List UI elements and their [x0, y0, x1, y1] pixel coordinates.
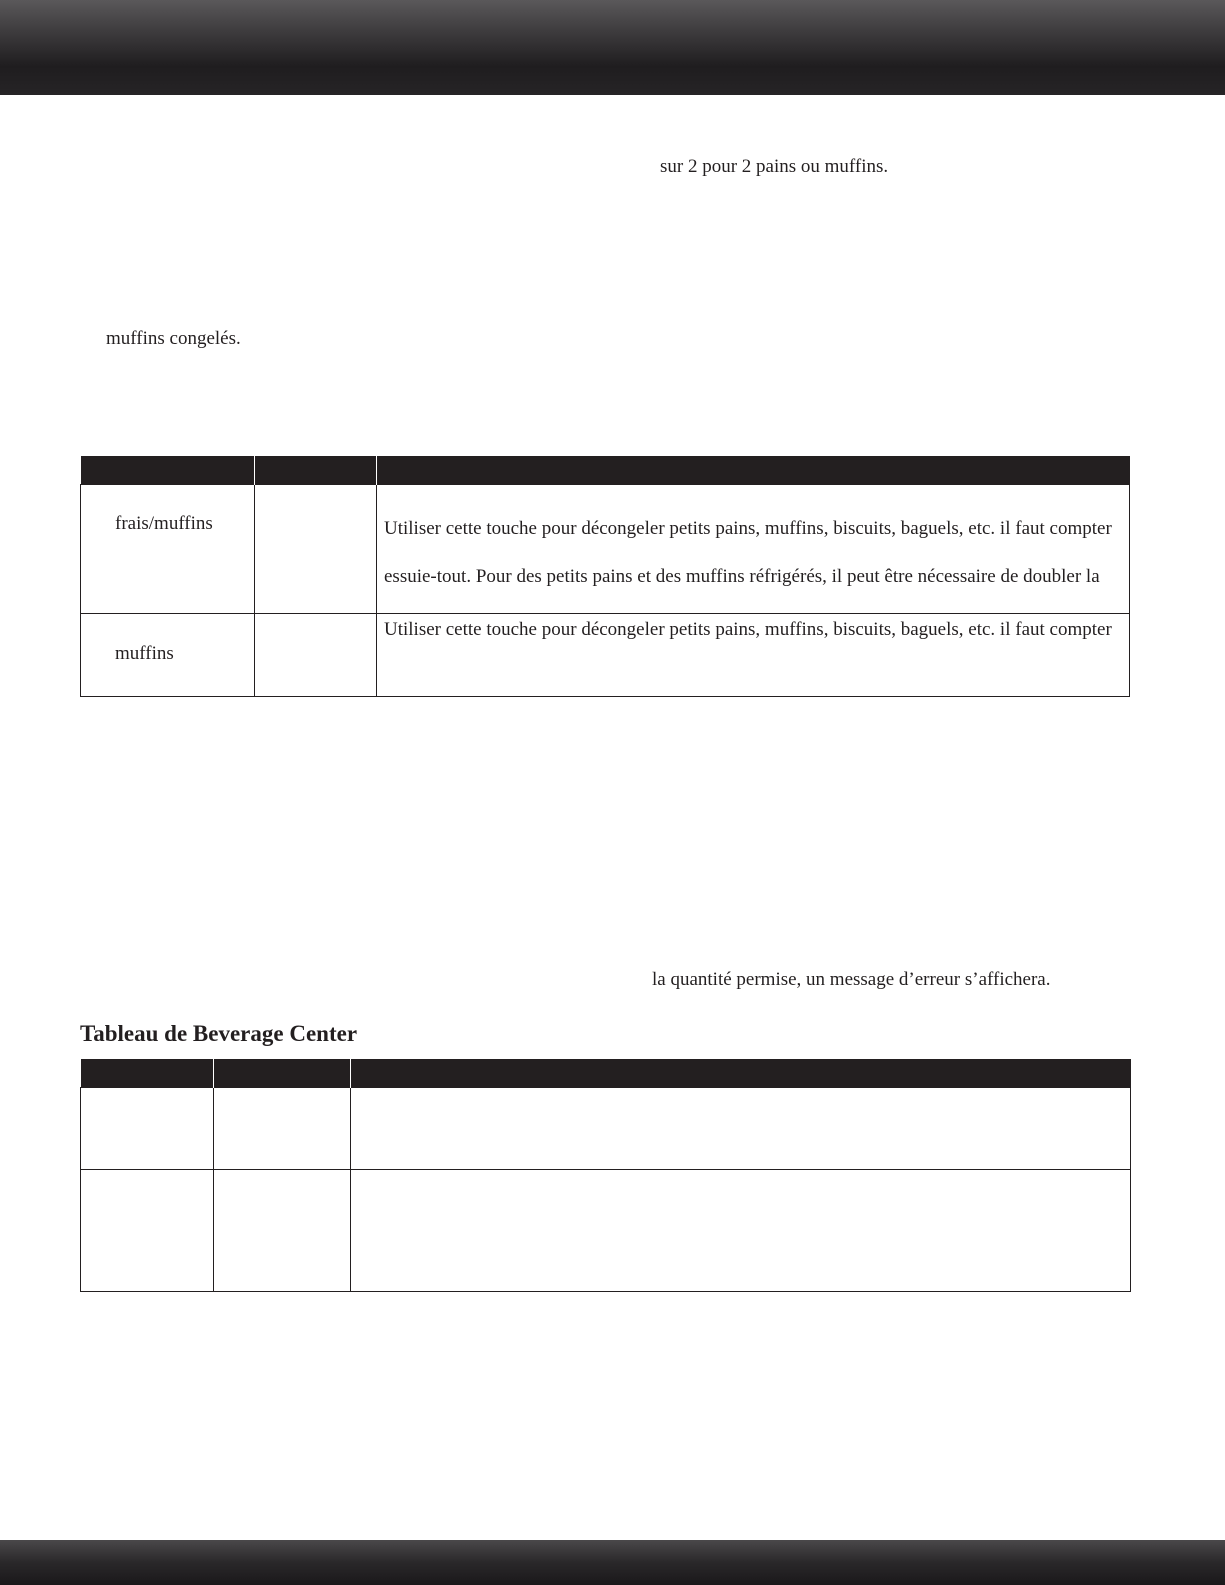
table-row	[81, 614, 1130, 697]
table-cell	[214, 1170, 351, 1292]
table-cell	[377, 614, 1130, 697]
table-cell	[81, 485, 255, 614]
row-description-line: Utiliser cette touche pour décongeler petits pains, muffins, biscuits, baguels, etc. il faut compter	[384, 619, 1112, 640]
table-row	[81, 485, 1130, 614]
row-label: frais/muffins	[115, 513, 213, 534]
table-cell	[81, 1088, 214, 1170]
table-beverage-center	[80, 1059, 1131, 1292]
section-title-beverage-center: Tableau de Beverage Center	[80, 1021, 358, 1046]
row-description-line: Utiliser cette touche pour décongeler petits pains, muffins, biscuits, baguels, etc. il faut compter	[384, 518, 1112, 539]
table-cell	[81, 614, 255, 697]
row-description-line: essuie-tout. Pour des petits pains et des muffins réfrigérés, il peut être nécessaire de doubler la	[384, 566, 1100, 587]
table-cell	[214, 1088, 351, 1170]
table-header-cell	[81, 456, 255, 485]
table-header-cell	[81, 1059, 214, 1088]
table-header-cell	[214, 1059, 351, 1088]
table-header-row	[81, 456, 1130, 485]
table-cell	[255, 485, 377, 614]
text-line-pains-muffins: sur 2 pour 2 pains ou muffins.	[660, 156, 889, 177]
header-bar	[0, 0, 1225, 95]
table-header-row	[81, 1059, 1131, 1088]
footer-bar	[0, 1540, 1225, 1585]
table-header-cell	[255, 456, 377, 485]
table-defrost	[80, 456, 1130, 697]
table-row	[81, 1170, 1131, 1292]
text-line-quantite-permise: la quantité permise, un message d’erreur s’affichera.	[652, 969, 1051, 990]
row-label: muffins	[115, 643, 174, 664]
table-row	[81, 1088, 1131, 1170]
table-cell	[81, 1170, 214, 1292]
table-cell	[255, 614, 377, 697]
table-cell	[351, 1088, 1131, 1170]
table-header-cell	[351, 1059, 1131, 1088]
table-cell	[351, 1170, 1131, 1292]
table-header-cell	[377, 456, 1130, 485]
table-cell	[377, 485, 1130, 614]
text-line-muffins-congeles: muffins congelés.	[106, 328, 241, 349]
